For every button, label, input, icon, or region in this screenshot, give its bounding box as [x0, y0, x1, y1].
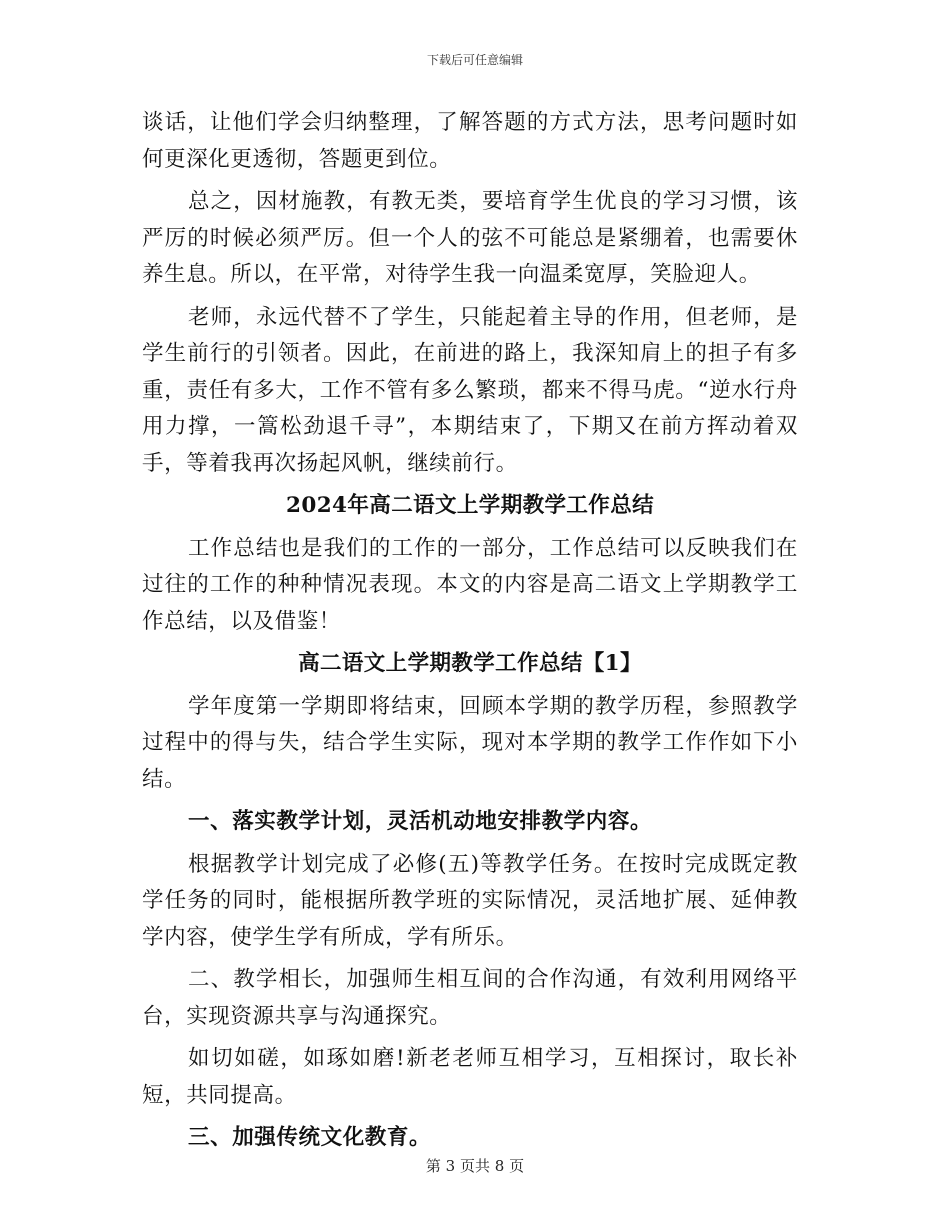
paragraph-3: 老师，永远代替不了学生，只能起着主导的作用，但老师，是学生前行的引领者。因此，在前进的路上，我深知肩上的担子有多重，责任有多大，工作不管有多么繁琐，都来不得马虎。“逆水行舟用力撑，一篙松劲退千寻”，本期结束了，下期又在前方挥动着双手，等着我再次扬起风帆，继续前行。 — [142, 304, 798, 476]
paragraph-4: 工作总结也是我们的工作的一部分，工作总结可以反映我们在过往的工作的种种情况表现。本文的内容是高二语文上学期教学工作总结，以及借鉴！ — [142, 535, 798, 634]
document-body — [142, 105, 798, 1157]
heading-1: 一、落实教学计划，灵活机动地安排教学内容。 — [188, 809, 653, 834]
paragraph-2: 总之，因材施教，有教无类，要培育学生优良的学习习惯，该严厉的时候必须严厉。但一个人的弦不可能总是紧绷着，也需要休养生息。所以，在平常，对待学生我一向温柔宽厚，笑脸迎人。 — [142, 189, 798, 287]
section-title-2: 高二语文上学期教学工作总结【1】 — [298, 651, 642, 676]
paragraph-1: 谈话，让他们学会归纳整理，了解答题的方式方法，思考问题时如何更深化更透彻，答题更到位。 — [142, 110, 798, 172]
section-title-1: 2024年高二语文上学期教学工作总结 — [285, 493, 655, 518]
paragraph-6: 根据教学计划完成了必修(五)等教学任务。在按时完成既定教学任务的同时，能根据所教学班的实际情况，灵活地扩展、延伸教学内容，使学生学有所成，学有所乐。 — [142, 851, 798, 950]
page-header: 下载后可任意编辑 — [426, 53, 523, 67]
paragraph-5: 学年度第一学期即将结束，回顾本学期的教学历程，参照教学过程中的得与失，结合学生实际，现对本学期的教学工作作如下小结。 — [142, 693, 798, 792]
page-footer: 第 3 页共 8 页 — [425, 1157, 525, 1175]
paragraph-7: 二、教学相长，加强师生相互间的合作沟通，有效利用网络平台，实现资源共享与沟通探究。 — [142, 967, 798, 1029]
heading-2: 三、加强传统文化教育。 — [188, 1125, 432, 1150]
paragraph-8: 如切如磋，如琢如磨!新老老师互相学习，互相探讨，取长补短，共同提高。 — [142, 1046, 798, 1108]
